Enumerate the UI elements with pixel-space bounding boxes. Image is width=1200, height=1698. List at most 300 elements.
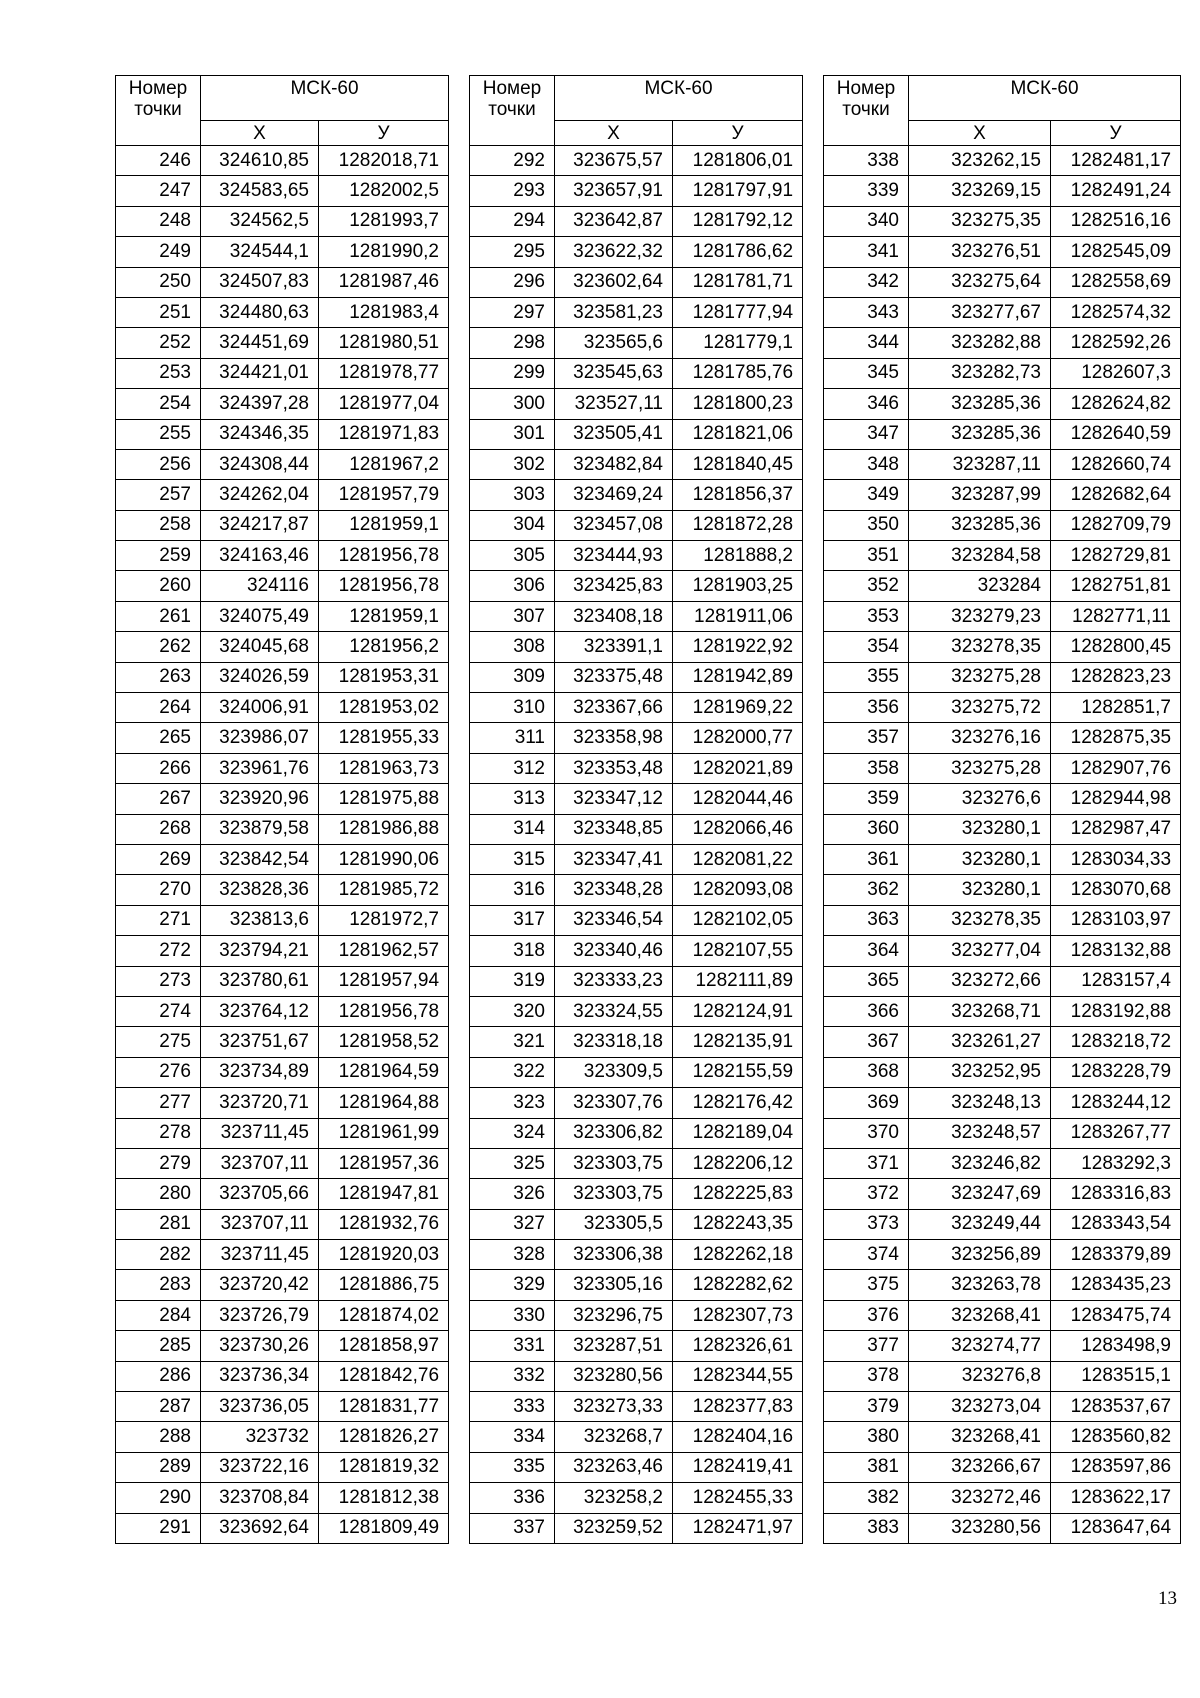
table-row: [116, 510, 449, 540]
point-number-cell: 249: [116, 237, 201, 267]
point-number-cell: 356: [824, 693, 909, 723]
point-number-cell: 331: [470, 1331, 555, 1361]
point-number-cell: 340: [824, 206, 909, 236]
table-row: [824, 1483, 1181, 1513]
point-number-cell: 332: [470, 1361, 555, 1391]
x-coordinate-cell: 323736,05: [201, 1392, 319, 1422]
table-row: [116, 1209, 449, 1239]
y-coordinate-cell: 1281993,7: [319, 206, 449, 236]
table-row: [470, 632, 803, 662]
table-row: [824, 1392, 1181, 1422]
point-number-cell: 277: [116, 1088, 201, 1118]
table-row: [116, 662, 449, 692]
x-coordinate-cell: 323275,72: [909, 693, 1051, 723]
point-number-cell: 325: [470, 1148, 555, 1178]
y-coordinate-cell: 1282018,71: [319, 146, 449, 176]
point-number-cell: 353: [824, 601, 909, 631]
coordinate-system-header: МСК-60: [909, 76, 1181, 121]
table-row: [116, 1483, 449, 1513]
table-row: [824, 176, 1181, 206]
point-number-cell: 288: [116, 1422, 201, 1452]
y-coordinate-cell: 1283192,88: [1051, 996, 1181, 1026]
table-row: [116, 1179, 449, 1209]
x-coordinate-cell: 323375,48: [555, 662, 673, 692]
x-coordinate-cell: 323527,11: [555, 389, 673, 419]
y-coordinate-cell: 1281947,81: [319, 1179, 449, 1209]
x-coordinate-cell: 323305,16: [555, 1270, 673, 1300]
y-coordinate-cell: 1282419,41: [673, 1452, 803, 1482]
point-number-cell: 316: [470, 875, 555, 905]
point-number-cell: 334: [470, 1422, 555, 1452]
x-coordinate-cell: 323318,18: [555, 1027, 673, 1057]
x-coordinate-cell: 323707,11: [201, 1148, 319, 1178]
y-coordinate-cell: 1281886,75: [319, 1270, 449, 1300]
x-coordinate-cell: 323505,41: [555, 419, 673, 449]
table-row: [116, 449, 449, 479]
x-coordinate-cell: 323275,28: [909, 753, 1051, 783]
y-coordinate-cell: 1281957,79: [319, 480, 449, 510]
x-coordinate-cell: 324308,44: [201, 449, 319, 479]
table-row: [470, 936, 803, 966]
y-coordinate-cell: 1281809,49: [319, 1513, 449, 1543]
x-coordinate-cell: 323581,23: [555, 297, 673, 327]
coordinates-table-3: [823, 75, 1181, 1544]
y-coordinate-cell: 1281874,02: [319, 1300, 449, 1330]
y-coordinate-cell: 1281956,2: [319, 632, 449, 662]
y-coordinate-cell: 1281932,76: [319, 1209, 449, 1239]
y-coordinate-cell: 1281957,36: [319, 1148, 449, 1178]
x-coordinate-cell: 323340,46: [555, 936, 673, 966]
table-row: [470, 1057, 803, 1087]
table-row: [824, 966, 1181, 996]
y-coordinate-cell: 1282640,59: [1051, 419, 1181, 449]
coordinates-table-1: [115, 75, 449, 1544]
y-coordinate-cell: 1281959,1: [319, 510, 449, 540]
point-number-cell: 286: [116, 1361, 201, 1391]
table-row: [824, 875, 1181, 905]
x-coordinate-cell: 323277,67: [909, 297, 1051, 327]
y-coordinate-cell: 1282545,09: [1051, 237, 1181, 267]
y-coordinate-cell: 1282751,81: [1051, 571, 1181, 601]
table-row: [116, 875, 449, 905]
y-coordinate-cell: 1281911,06: [673, 601, 803, 631]
y-coordinate-cell: 1282607,3: [1051, 358, 1181, 388]
y-coordinate-cell: 1282102,05: [673, 905, 803, 935]
y-coordinate-cell: 1281953,31: [319, 662, 449, 692]
x-coordinate-cell: 323307,76: [555, 1088, 673, 1118]
y-coordinate-cell: 1281985,72: [319, 875, 449, 905]
point-number-cell: 271: [116, 905, 201, 935]
table-row: [116, 693, 449, 723]
table-row: [470, 784, 803, 814]
point-number-cell: 266: [116, 753, 201, 783]
y-coordinate-cell: 1282081,22: [673, 844, 803, 874]
x-coordinate-cell: 323259,52: [555, 1513, 673, 1543]
x-coordinate-cell: 323284,58: [909, 541, 1051, 571]
x-coordinate-cell: 323256,89: [909, 1240, 1051, 1270]
x-coordinate-cell: 323276,51: [909, 237, 1051, 267]
point-number-cell: 278: [116, 1118, 201, 1148]
x-coordinate-cell: 323657,91: [555, 176, 673, 206]
point-number-cell: 262: [116, 632, 201, 662]
point-number-cell: 375: [824, 1270, 909, 1300]
x-coordinate-cell: 323287,51: [555, 1331, 673, 1361]
x-coordinate-cell: 323391,1: [555, 632, 673, 662]
y-coordinate-cell: 1282225,83: [673, 1179, 803, 1209]
y-coordinate-cell: 1282491,24: [1051, 176, 1181, 206]
y-coordinate-cell: 1282404,16: [673, 1422, 803, 1452]
point-number-cell: 354: [824, 632, 909, 662]
x-coordinate-cell: 323920,96: [201, 784, 319, 814]
y-coordinate-cell: 1282875,35: [1051, 723, 1181, 753]
x-coordinate-cell: 324346,35: [201, 419, 319, 449]
point-number-cell: 338: [824, 146, 909, 176]
x-coordinate-cell: 323266,67: [909, 1452, 1051, 1482]
x-coordinate-cell: 323408,18: [555, 601, 673, 631]
x-coordinate-cell: 323879,58: [201, 814, 319, 844]
y-coordinate-cell: 1282124,91: [673, 996, 803, 1026]
table-row: [824, 1179, 1181, 1209]
table-row: [470, 1179, 803, 1209]
y-coordinate-cell: 1283034,33: [1051, 844, 1181, 874]
point-number-cell: 258: [116, 510, 201, 540]
point-number-cell: 333: [470, 1392, 555, 1422]
y-coordinate-cell: 1281953,02: [319, 693, 449, 723]
y-coordinate-cell: 1282344,55: [673, 1361, 803, 1391]
y-coordinate-cell: 1281967,2: [319, 449, 449, 479]
coordinate-system-header: МСК-60: [201, 76, 449, 121]
x-coordinate-cell: 323268,71: [909, 996, 1051, 1026]
y-coordinate-cell: 1282709,79: [1051, 510, 1181, 540]
table-row: [116, 146, 449, 176]
y-coordinate-cell: 1281806,01: [673, 146, 803, 176]
x-coordinate-cell: 324421,01: [201, 358, 319, 388]
y-coordinate-cell: 1281978,77: [319, 358, 449, 388]
y-coordinate-cell: 1281983,4: [319, 297, 449, 327]
y-coordinate-cell: 1281962,57: [319, 936, 449, 966]
x-coordinate-cell: 323305,5: [555, 1209, 673, 1239]
point-number-cell: 328: [470, 1240, 555, 1270]
y-coordinate-cell: 1282000,77: [673, 723, 803, 753]
y-coordinate-cell: 1282682,64: [1051, 480, 1181, 510]
point-number-cell: 282: [116, 1240, 201, 1270]
x-coordinate-cell: 323732: [201, 1422, 319, 1452]
table-row: [116, 297, 449, 327]
y-coordinate-cell: 1282111,89: [673, 966, 803, 996]
x-coordinate-cell: 323246,82: [909, 1148, 1051, 1178]
point-number-cell: 265: [116, 723, 201, 753]
x-coordinate-cell: 323425,83: [555, 571, 673, 601]
table-row: [116, 541, 449, 571]
y-column-header: У: [319, 121, 449, 146]
y-coordinate-cell: 1281964,59: [319, 1057, 449, 1087]
y-coordinate-cell: 1281961,99: [319, 1118, 449, 1148]
x-coordinate-cell: 323367,66: [555, 693, 673, 723]
table-row: [824, 784, 1181, 814]
x-coordinate-cell: 324451,69: [201, 328, 319, 358]
x-coordinate-cell: 323565,6: [555, 328, 673, 358]
point-number-cell: 321: [470, 1027, 555, 1057]
table-row: [116, 632, 449, 662]
y-coordinate-cell: 1281903,25: [673, 571, 803, 601]
table-row: [470, 1422, 803, 1452]
point-number-cell: 297: [470, 297, 555, 327]
point-number-cell: 275: [116, 1027, 201, 1057]
y-coordinate-cell: 1281842,76: [319, 1361, 449, 1391]
x-coordinate-cell: 324562,5: [201, 206, 319, 236]
x-coordinate-cell: 323285,36: [909, 510, 1051, 540]
y-coordinate-cell: 1283292,3: [1051, 1148, 1181, 1178]
point-number-cell: 373: [824, 1209, 909, 1239]
y-coordinate-cell: 1281980,51: [319, 328, 449, 358]
x-coordinate-cell: 324116: [201, 571, 319, 601]
x-coordinate-cell: 323276,16: [909, 723, 1051, 753]
point-number-cell: 323: [470, 1088, 555, 1118]
y-coordinate-cell: 1282987,47: [1051, 814, 1181, 844]
point-number-cell: 305: [470, 541, 555, 571]
table-row: [116, 1513, 449, 1543]
y-coordinate-cell: 1281986,88: [319, 814, 449, 844]
x-coordinate-cell: 323751,67: [201, 1027, 319, 1057]
x-coordinate-cell: 323711,45: [201, 1118, 319, 1148]
x-coordinate-cell: 323277,04: [909, 936, 1051, 966]
y-coordinate-cell: 1281856,37: [673, 480, 803, 510]
x-coordinate-cell: 323274,77: [909, 1331, 1051, 1361]
x-coordinate-cell: 323333,23: [555, 966, 673, 996]
y-coordinate-cell: 1282574,32: [1051, 297, 1181, 327]
table-row: [824, 996, 1181, 1026]
y-coordinate-cell: 1281942,89: [673, 662, 803, 692]
table-row: [470, 1240, 803, 1270]
y-coordinate-cell: 1281840,45: [673, 449, 803, 479]
table-row: [116, 1148, 449, 1178]
point-number-cell: 336: [470, 1483, 555, 1513]
point-number-cell: 274: [116, 996, 201, 1026]
point-number-cell: 285: [116, 1331, 201, 1361]
y-coordinate-cell: 1282455,33: [673, 1483, 803, 1513]
y-coordinate-cell: 1281826,27: [319, 1422, 449, 1452]
x-coordinate-cell: 323986,07: [201, 723, 319, 753]
x-coordinate-cell: 323347,41: [555, 844, 673, 874]
point-number-cell: 253: [116, 358, 201, 388]
y-coordinate-cell: 1281888,2: [673, 541, 803, 571]
y-coordinate-cell: 1281964,88: [319, 1088, 449, 1118]
point-number-cell: 256: [116, 449, 201, 479]
x-coordinate-cell: 323309,5: [555, 1057, 673, 1087]
point-number-cell: 261: [116, 601, 201, 631]
point-number-cell: 366: [824, 996, 909, 1026]
point-number-cell: 380: [824, 1422, 909, 1452]
x-coordinate-cell: 324583,65: [201, 176, 319, 206]
y-coordinate-cell: 1281821,06: [673, 419, 803, 449]
y-coordinate-cell: 1282729,81: [1051, 541, 1181, 571]
table-row: [824, 1088, 1181, 1118]
x-coordinate-cell: 323285,36: [909, 419, 1051, 449]
point-number-cell: 371: [824, 1148, 909, 1178]
table-row: [470, 206, 803, 236]
y-coordinate-cell: 1282823,23: [1051, 662, 1181, 692]
point-number-cell: 255: [116, 419, 201, 449]
table-row: [470, 905, 803, 935]
table-row: [824, 936, 1181, 966]
point-number-cell: 246: [116, 146, 201, 176]
y-coordinate-cell: 1282282,62: [673, 1270, 803, 1300]
x-coordinate-cell: 323272,46: [909, 1483, 1051, 1513]
table-row: [824, 328, 1181, 358]
table-row: [824, 449, 1181, 479]
point-number-cell: 335: [470, 1452, 555, 1482]
x-coordinate-cell: 323347,12: [555, 784, 673, 814]
point-number-cell: 360: [824, 814, 909, 844]
point-number-cell: 254: [116, 389, 201, 419]
point-number-cell: 372: [824, 1179, 909, 1209]
table-row: [470, 1392, 803, 1422]
point-number-cell: 382: [824, 1483, 909, 1513]
table-row: [470, 1513, 803, 1543]
y-coordinate-cell: 1281785,76: [673, 358, 803, 388]
y-coordinate-cell: 1281922,92: [673, 632, 803, 662]
y-coordinate-cell: 1281812,38: [319, 1483, 449, 1513]
y-coordinate-cell: 1283103,97: [1051, 905, 1181, 935]
table-row: [116, 814, 449, 844]
y-coordinate-cell: 1282592,26: [1051, 328, 1181, 358]
y-coordinate-cell: 1281792,12: [673, 206, 803, 236]
table-row: [470, 267, 803, 297]
table-row: [470, 662, 803, 692]
table-row: [824, 1240, 1181, 1270]
table-row: [116, 1027, 449, 1057]
y-coordinate-cell: 1281956,78: [319, 541, 449, 571]
point-number-cell: 330: [470, 1300, 555, 1330]
table-row: [116, 1422, 449, 1452]
y-coordinate-cell: 1281786,62: [673, 237, 803, 267]
table-row: [116, 905, 449, 935]
point-number-cell: 273: [116, 966, 201, 996]
point-number-cell: 365: [824, 966, 909, 996]
table-row: [116, 358, 449, 388]
point-number-cell: 267: [116, 784, 201, 814]
table-row: [470, 875, 803, 905]
y-coordinate-cell: 1281797,91: [673, 176, 803, 206]
point-number-cell: 318: [470, 936, 555, 966]
y-coordinate-cell: 1281990,2: [319, 237, 449, 267]
table-row: [116, 844, 449, 874]
y-column-header: У: [673, 121, 803, 146]
point-number-cell: 374: [824, 1240, 909, 1270]
x-coordinate-cell: 323348,28: [555, 875, 673, 905]
table-row: [116, 1270, 449, 1300]
table-row: [470, 297, 803, 327]
x-coordinate-cell: 323262,15: [909, 146, 1051, 176]
table-row: [824, 571, 1181, 601]
x-coordinate-cell: 323249,44: [909, 1209, 1051, 1239]
table-row: [824, 1148, 1181, 1178]
y-coordinate-cell: 1282851,7: [1051, 693, 1181, 723]
x-coordinate-cell: 324610,85: [201, 146, 319, 176]
y-coordinate-cell: 1281969,22: [673, 693, 803, 723]
point-number-header: Номер точки: [470, 76, 555, 146]
y-coordinate-cell: 1282481,17: [1051, 146, 1181, 176]
x-coordinate-cell: 323280,1: [909, 844, 1051, 874]
point-number-cell: 294: [470, 206, 555, 236]
y-coordinate-cell: 1283435,23: [1051, 1270, 1181, 1300]
point-number-cell: 284: [116, 1300, 201, 1330]
y-coordinate-cell: 1282558,69: [1051, 267, 1181, 297]
x-coordinate-cell: 323285,36: [909, 389, 1051, 419]
table-row: [470, 510, 803, 540]
x-coordinate-cell: 323545,63: [555, 358, 673, 388]
x-coordinate-cell: 323278,35: [909, 632, 1051, 662]
point-number-cell: 251: [116, 297, 201, 327]
table-row: [116, 1088, 449, 1118]
x-column-header: X: [555, 121, 673, 146]
x-coordinate-cell: 323248,57: [909, 1118, 1051, 1148]
x-coordinate-cell: 323279,23: [909, 601, 1051, 631]
table-row: [116, 1118, 449, 1148]
table-row: [824, 1270, 1181, 1300]
x-coordinate-cell: 323275,64: [909, 267, 1051, 297]
point-number-cell: 304: [470, 510, 555, 540]
table-row: [824, 662, 1181, 692]
table-row: [470, 996, 803, 1026]
x-coordinate-cell: 323275,28: [909, 662, 1051, 692]
x-column-header: X: [909, 121, 1051, 146]
y-coordinate-cell: 1282107,55: [673, 936, 803, 966]
x-coordinate-cell: 323726,79: [201, 1300, 319, 1330]
x-coordinate-cell: 323482,84: [555, 449, 673, 479]
point-number-cell: 348: [824, 449, 909, 479]
y-coordinate-cell: 1281956,78: [319, 996, 449, 1026]
table-row: [824, 1513, 1181, 1543]
table-row: [116, 996, 449, 1026]
point-number-cell: 281: [116, 1209, 201, 1239]
point-number-cell: 368: [824, 1057, 909, 1087]
y-coordinate-cell: 1283218,72: [1051, 1027, 1181, 1057]
y-coordinate-cell: 1282771,11: [1051, 601, 1181, 631]
point-number-cell: 250: [116, 267, 201, 297]
x-coordinate-cell: 323273,33: [555, 1392, 673, 1422]
point-number-cell: 310: [470, 693, 555, 723]
table-row: [470, 237, 803, 267]
x-coordinate-cell: 323622,32: [555, 237, 673, 267]
table-row: [470, 328, 803, 358]
y-coordinate-cell: 1281920,03: [319, 1240, 449, 1270]
y-coordinate-cell: 1282907,76: [1051, 753, 1181, 783]
table-row: [470, 571, 803, 601]
table-row: [824, 844, 1181, 874]
table-row: [824, 1300, 1181, 1330]
y-coordinate-cell: 1283157,4: [1051, 966, 1181, 996]
table-row: [824, 1331, 1181, 1361]
y-coordinate-cell: 1282002,5: [319, 176, 449, 206]
table-row: [824, 389, 1181, 419]
x-coordinate-cell: 324045,68: [201, 632, 319, 662]
table-row: [116, 328, 449, 358]
point-number-cell: 298: [470, 328, 555, 358]
x-coordinate-cell: 323780,61: [201, 966, 319, 996]
point-number-cell: 259: [116, 541, 201, 571]
point-number-cell: 341: [824, 237, 909, 267]
point-number-cell: 363: [824, 905, 909, 935]
point-number-cell: 351: [824, 541, 909, 571]
point-number-cell: 295: [470, 237, 555, 267]
point-number-cell: 369: [824, 1088, 909, 1118]
point-number-cell: 370: [824, 1118, 909, 1148]
table-row: [824, 480, 1181, 510]
x-coordinate-cell: 323794,21: [201, 936, 319, 966]
y-coordinate-cell: 1282262,18: [673, 1240, 803, 1270]
y-coordinate-cell: 1282377,83: [673, 1392, 803, 1422]
